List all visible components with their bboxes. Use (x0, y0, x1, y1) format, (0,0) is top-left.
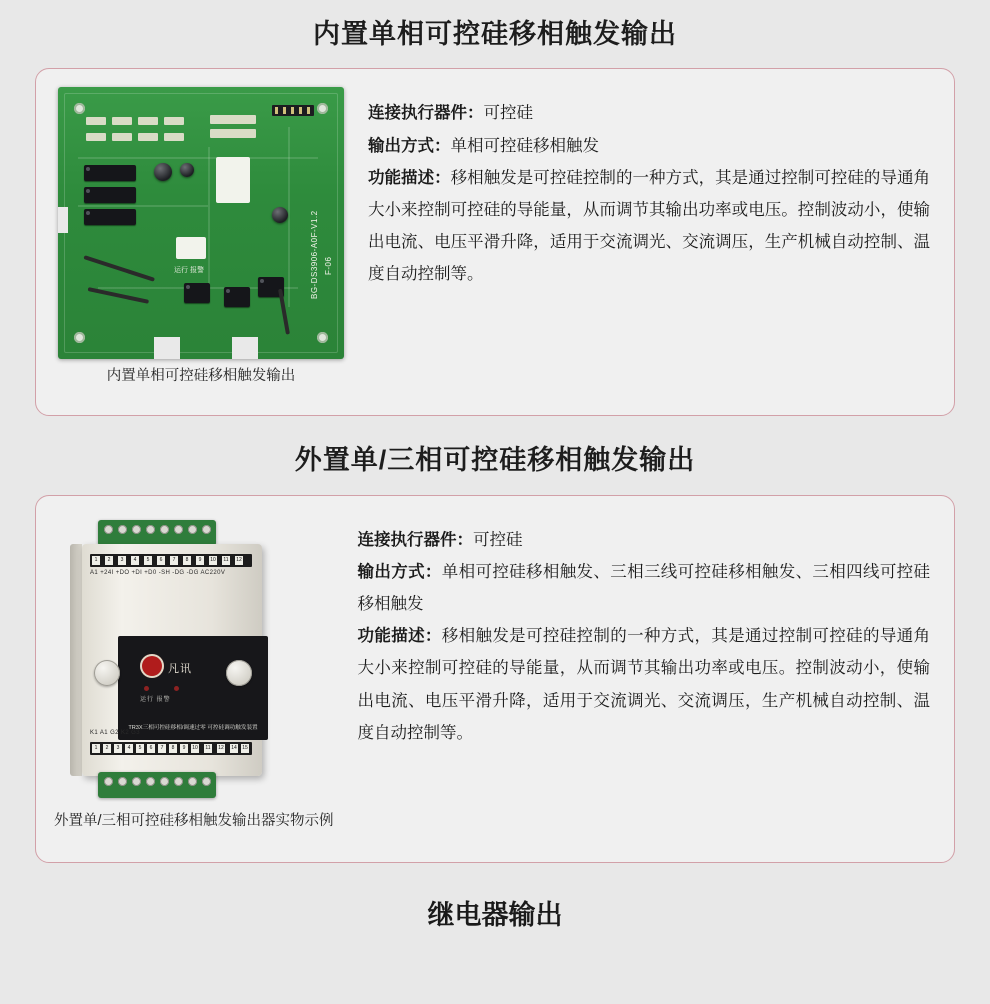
section-2-title-wrap (0, 416, 990, 476)
left-knob[interactable] (94, 660, 120, 686)
module-panel-caption: TR3X三相可控硅移相/调速过零 可控硅调功触发装置 (128, 724, 258, 731)
section-1-spec-1-value: 单相可控硅移相触发 (450, 136, 599, 155)
section-2-spec-0-label: 连接执行器件： (357, 530, 474, 549)
section-1-title: 内置单相可控硅移相触发输出 (313, 19, 677, 49)
section-2-spec-1-value: 单相可控硅移相触发、三相三线可控硅移相触发、三相四线可控硅移相触发 (357, 562, 931, 614)
section-1-description (368, 162, 930, 291)
section-2-title: 外置单/三相可控硅移相触发输出 (294, 445, 696, 476)
section-1-title-wrap (0, 0, 990, 50)
module-display-window (118, 636, 268, 740)
section-2-spec-1 (358, 556, 930, 620)
section-1-card (35, 68, 955, 416)
section-1-spec-0 (368, 97, 930, 129)
pcb-rev-label: F-06 (324, 256, 333, 276)
right-knob[interactable] (226, 660, 252, 686)
section-2-spec-1-label: 输出方式： (357, 562, 442, 581)
module-device-image (54, 514, 304, 804)
section-2-media (36, 496, 344, 841)
section-1-media (36, 69, 354, 396)
section-2-image-caption: 外置单/三相可控硅移相触发输出器实物示例 (54, 812, 334, 829)
section-2-card (35, 495, 955, 863)
din-rail-clip (70, 544, 82, 776)
section-2-spec-0-value: 可控硅 (473, 530, 523, 549)
section-1-image-caption: 内置单相可控硅移相触发输出 (106, 368, 296, 385)
section-2-description (358, 620, 930, 749)
pcb-board-image (58, 87, 344, 359)
top-io-text: A1 +24I +DO +DI +D0 -SH -DG -DG AC220V (90, 569, 226, 576)
section-1-spec-1-label: 输出方式： (368, 136, 451, 155)
section-1-desc-text: 移相触发是可控硅控制的一种方式，其是通过控制可控硅的导通角大小来控制可控硅的导能量，从而调节其输出功率或电压。控制波动小，使输出电流、电压平滑升降，适用于交流调光、交流调压，生产机械自动控制、温度自动控制等。 (368, 168, 931, 284)
section-1-spec-0-value: 可控硅 (483, 104, 533, 123)
module-status-labels: 运行 报警 (140, 696, 171, 703)
section-2-desc-text: 移相触发是可控硅控制的一种方式，其是通过控制可控硅的导通角大小来控制可控硅的导能量，从而调节其输出功率或电压。控制波动小，使输出电流、电压平滑升降，适用于交流调光、交流调压，生产机械自动控制、温度自动控制等。 (357, 627, 931, 742)
footer-title: 继电器输出 (427, 899, 563, 930)
bottom-io-text: K1 A1 G2 K2 G3 (90, 729, 140, 736)
section-2-spec-0 (358, 524, 930, 556)
module-housing (82, 544, 262, 776)
footer-title-wrap (0, 863, 990, 932)
section-1-desc-label: 功能描述： (368, 168, 451, 187)
bottom-io-strip: 1 2 3 4 5 6 7 8 9 10 11 12 14 15 (90, 742, 252, 755)
bottom-terminal-block (98, 772, 216, 798)
section-2-desc-label: 功能描述： (357, 627, 442, 646)
pcb-header (272, 105, 314, 116)
section-1-spec-0-label: 连接执行器件： (368, 104, 484, 123)
module-brand-label: 凡讯 (168, 662, 192, 675)
section-1-spec-1 (368, 130, 930, 162)
alarm-led-icon (174, 686, 179, 691)
section-2-body (344, 496, 954, 763)
run-led-icon (144, 686, 149, 691)
top-terminal-block (98, 520, 216, 546)
pcb-part-number: BG-DS3906-A0F-V1.2 (310, 210, 319, 300)
pcb-status-label: 运行 报警 (174, 267, 204, 275)
section-1-body (354, 69, 954, 304)
top-io-strip: 1 2 3 4 5 6 7 8 9 10 11 12 (90, 554, 252, 567)
brand-logo-icon (140, 654, 164, 678)
